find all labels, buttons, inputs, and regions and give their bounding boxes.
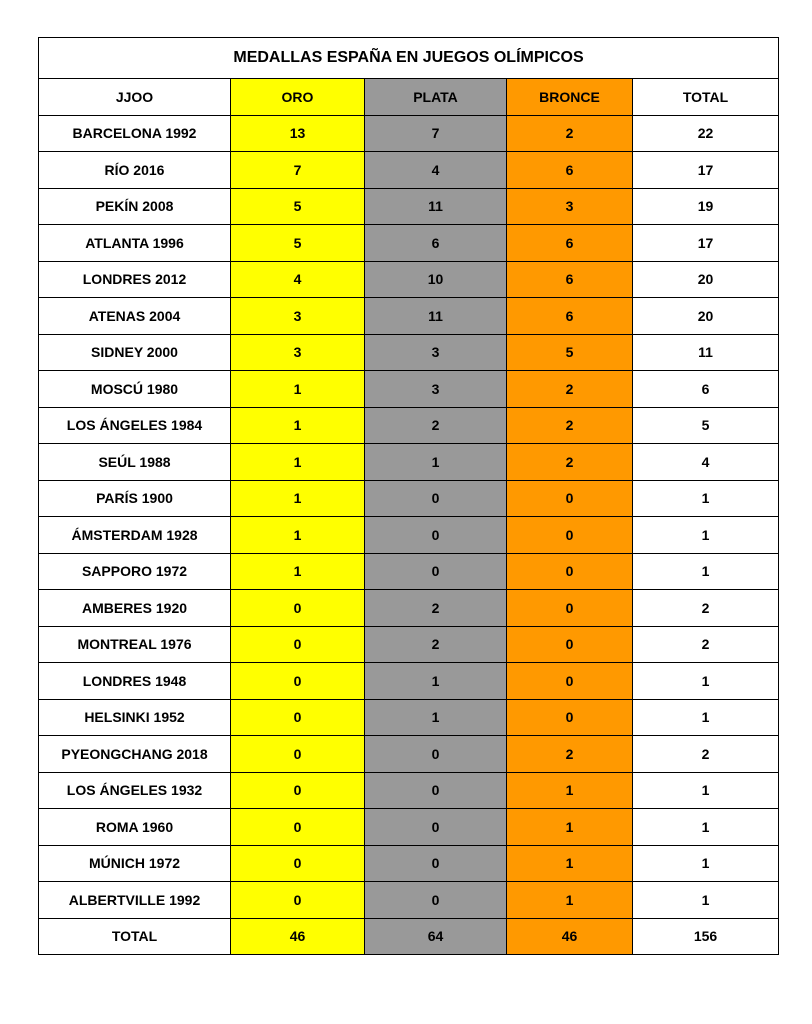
table-row — [39, 298, 779, 335]
header-row — [39, 79, 779, 116]
cell-jjoo: LOS ÁNGELES 1984 — [39, 407, 231, 444]
cell-oro: 1 — [231, 480, 365, 517]
cell-bronce: 2 — [507, 115, 633, 152]
medal-table — [38, 37, 779, 955]
table-row — [39, 699, 779, 736]
cell-plata: 10 — [365, 261, 507, 298]
table-row — [39, 188, 779, 225]
cell-bronce: 1 — [507, 809, 633, 846]
cell-plata: 11 — [365, 188, 507, 225]
cell-total: 17 — [633, 152, 779, 189]
table-row — [39, 371, 779, 408]
cell-oro: 4 — [231, 261, 365, 298]
cell-bronce: 0 — [507, 626, 633, 663]
table-row — [39, 334, 779, 371]
cell-plata: 0 — [365, 772, 507, 809]
cell-total: 22 — [633, 115, 779, 152]
total-oro: 46 — [231, 918, 365, 955]
cell-jjoo: LOS ÁNGELES 1932 — [39, 772, 231, 809]
cell-plata: 0 — [365, 736, 507, 773]
cell-total: 1 — [633, 772, 779, 809]
cell-plata: 1 — [365, 444, 507, 481]
total-label: TOTAL — [39, 918, 231, 955]
cell-jjoo: MÚNICH 1972 — [39, 845, 231, 882]
cell-bronce: 6 — [507, 152, 633, 189]
cell-total: 1 — [633, 480, 779, 517]
total-plata: 64 — [365, 918, 507, 955]
cell-bronce: 2 — [507, 736, 633, 773]
cell-bronce: 6 — [507, 298, 633, 335]
cell-total: 1 — [633, 663, 779, 700]
table-row — [39, 517, 779, 554]
cell-oro: 0 — [231, 809, 365, 846]
header-plata: PLATA — [365, 79, 507, 116]
cell-jjoo: ÁMSTERDAM 1928 — [39, 517, 231, 554]
cell-total: 6 — [633, 371, 779, 408]
cell-jjoo: LONDRES 2012 — [39, 261, 231, 298]
table-row — [39, 736, 779, 773]
cell-jjoo: ROMA 1960 — [39, 809, 231, 846]
table-title: MEDALLAS ESPAÑA EN JUEGOS OLÍMPICOS — [39, 38, 779, 79]
cell-jjoo: PEKÍN 2008 — [39, 188, 231, 225]
cell-jjoo: ATENAS 2004 — [39, 298, 231, 335]
cell-oro: 3 — [231, 334, 365, 371]
cell-jjoo: SIDNEY 2000 — [39, 334, 231, 371]
cell-total: 4 — [633, 444, 779, 481]
cell-jjoo: BARCELONA 1992 — [39, 115, 231, 152]
cell-bronce: 0 — [507, 480, 633, 517]
cell-jjoo: LONDRES 1948 — [39, 663, 231, 700]
header-total: TOTAL — [633, 79, 779, 116]
cell-total: 1 — [633, 553, 779, 590]
cell-oro: 3 — [231, 298, 365, 335]
cell-bronce: 5 — [507, 334, 633, 371]
cell-jjoo: PYEONGCHANG 2018 — [39, 736, 231, 773]
cell-bronce: 0 — [507, 553, 633, 590]
table-row — [39, 553, 779, 590]
cell-plata: 0 — [365, 480, 507, 517]
cell-bronce: 0 — [507, 663, 633, 700]
cell-plata: 2 — [365, 626, 507, 663]
cell-bronce: 1 — [507, 845, 633, 882]
cell-jjoo: AMBERES 1920 — [39, 590, 231, 627]
table-row — [39, 626, 779, 663]
cell-oro: 7 — [231, 152, 365, 189]
cell-bronce: 2 — [507, 371, 633, 408]
cell-plata: 3 — [365, 371, 507, 408]
total-bronce: 46 — [507, 918, 633, 955]
cell-bronce: 0 — [507, 699, 633, 736]
cell-bronce: 6 — [507, 225, 633, 262]
cell-plata: 6 — [365, 225, 507, 262]
cell-total: 2 — [633, 736, 779, 773]
cell-jjoo: ATLANTA 1996 — [39, 225, 231, 262]
table-row — [39, 590, 779, 627]
cell-bronce: 6 — [507, 261, 633, 298]
cell-total: 1 — [633, 845, 779, 882]
cell-oro: 1 — [231, 444, 365, 481]
cell-total: 2 — [633, 590, 779, 627]
header-oro: ORO — [231, 79, 365, 116]
cell-plata: 7 — [365, 115, 507, 152]
header-bronce: BRONCE — [507, 79, 633, 116]
table-row — [39, 772, 779, 809]
cell-total: 5 — [633, 407, 779, 444]
cell-plata: 11 — [365, 298, 507, 335]
cell-jjoo: ALBERTVILLE 1992 — [39, 882, 231, 919]
cell-jjoo: HELSINKI 1952 — [39, 699, 231, 736]
cell-oro: 1 — [231, 371, 365, 408]
cell-oro: 0 — [231, 626, 365, 663]
title-row — [39, 38, 779, 79]
table-row — [39, 261, 779, 298]
cell-total: 11 — [633, 334, 779, 371]
table-row — [39, 809, 779, 846]
table-row — [39, 663, 779, 700]
cell-plata: 0 — [365, 553, 507, 590]
cell-total: 1 — [633, 809, 779, 846]
cell-total: 19 — [633, 188, 779, 225]
table-row — [39, 225, 779, 262]
cell-plata: 3 — [365, 334, 507, 371]
cell-plata: 2 — [365, 590, 507, 627]
cell-oro: 5 — [231, 225, 365, 262]
cell-plata: 0 — [365, 517, 507, 554]
cell-oro: 0 — [231, 736, 365, 773]
cell-oro: 5 — [231, 188, 365, 225]
cell-total: 20 — [633, 261, 779, 298]
cell-jjoo: MOSCÚ 1980 — [39, 371, 231, 408]
cell-bronce: 2 — [507, 407, 633, 444]
cell-oro: 1 — [231, 553, 365, 590]
cell-bronce: 3 — [507, 188, 633, 225]
totals-row — [39, 918, 779, 955]
cell-total: 2 — [633, 626, 779, 663]
cell-jjoo: SEÚL 1988 — [39, 444, 231, 481]
cell-total: 17 — [633, 225, 779, 262]
cell-bronce: 0 — [507, 590, 633, 627]
table-row — [39, 444, 779, 481]
cell-oro: 0 — [231, 845, 365, 882]
table-row — [39, 152, 779, 189]
cell-plata: 1 — [365, 663, 507, 700]
cell-plata: 0 — [365, 809, 507, 846]
cell-total: 1 — [633, 882, 779, 919]
cell-total: 1 — [633, 517, 779, 554]
cell-bronce: 1 — [507, 882, 633, 919]
cell-jjoo: PARÍS 1900 — [39, 480, 231, 517]
cell-oro: 0 — [231, 590, 365, 627]
total-total: 156 — [633, 918, 779, 955]
header-jjoo: JJOO — [39, 79, 231, 116]
cell-bronce: 1 — [507, 772, 633, 809]
cell-oro: 0 — [231, 772, 365, 809]
table-row — [39, 882, 779, 919]
cell-total: 20 — [633, 298, 779, 335]
table-row — [39, 480, 779, 517]
cell-oro: 0 — [231, 699, 365, 736]
cell-bronce: 0 — [507, 517, 633, 554]
cell-total: 1 — [633, 699, 779, 736]
table-row — [39, 845, 779, 882]
table-row — [39, 407, 779, 444]
cell-plata: 0 — [365, 845, 507, 882]
cell-jjoo: MONTREAL 1976 — [39, 626, 231, 663]
cell-oro: 13 — [231, 115, 365, 152]
cell-bronce: 2 — [507, 444, 633, 481]
cell-plata: 0 — [365, 882, 507, 919]
cell-plata: 1 — [365, 699, 507, 736]
cell-oro: 1 — [231, 517, 365, 554]
cell-plata: 4 — [365, 152, 507, 189]
cell-oro: 0 — [231, 882, 365, 919]
table-row — [39, 115, 779, 152]
cell-plata: 2 — [365, 407, 507, 444]
cell-oro: 1 — [231, 407, 365, 444]
cell-jjoo: SAPPORO 1972 — [39, 553, 231, 590]
cell-jjoo: RÍO 2016 — [39, 152, 231, 189]
cell-oro: 0 — [231, 663, 365, 700]
